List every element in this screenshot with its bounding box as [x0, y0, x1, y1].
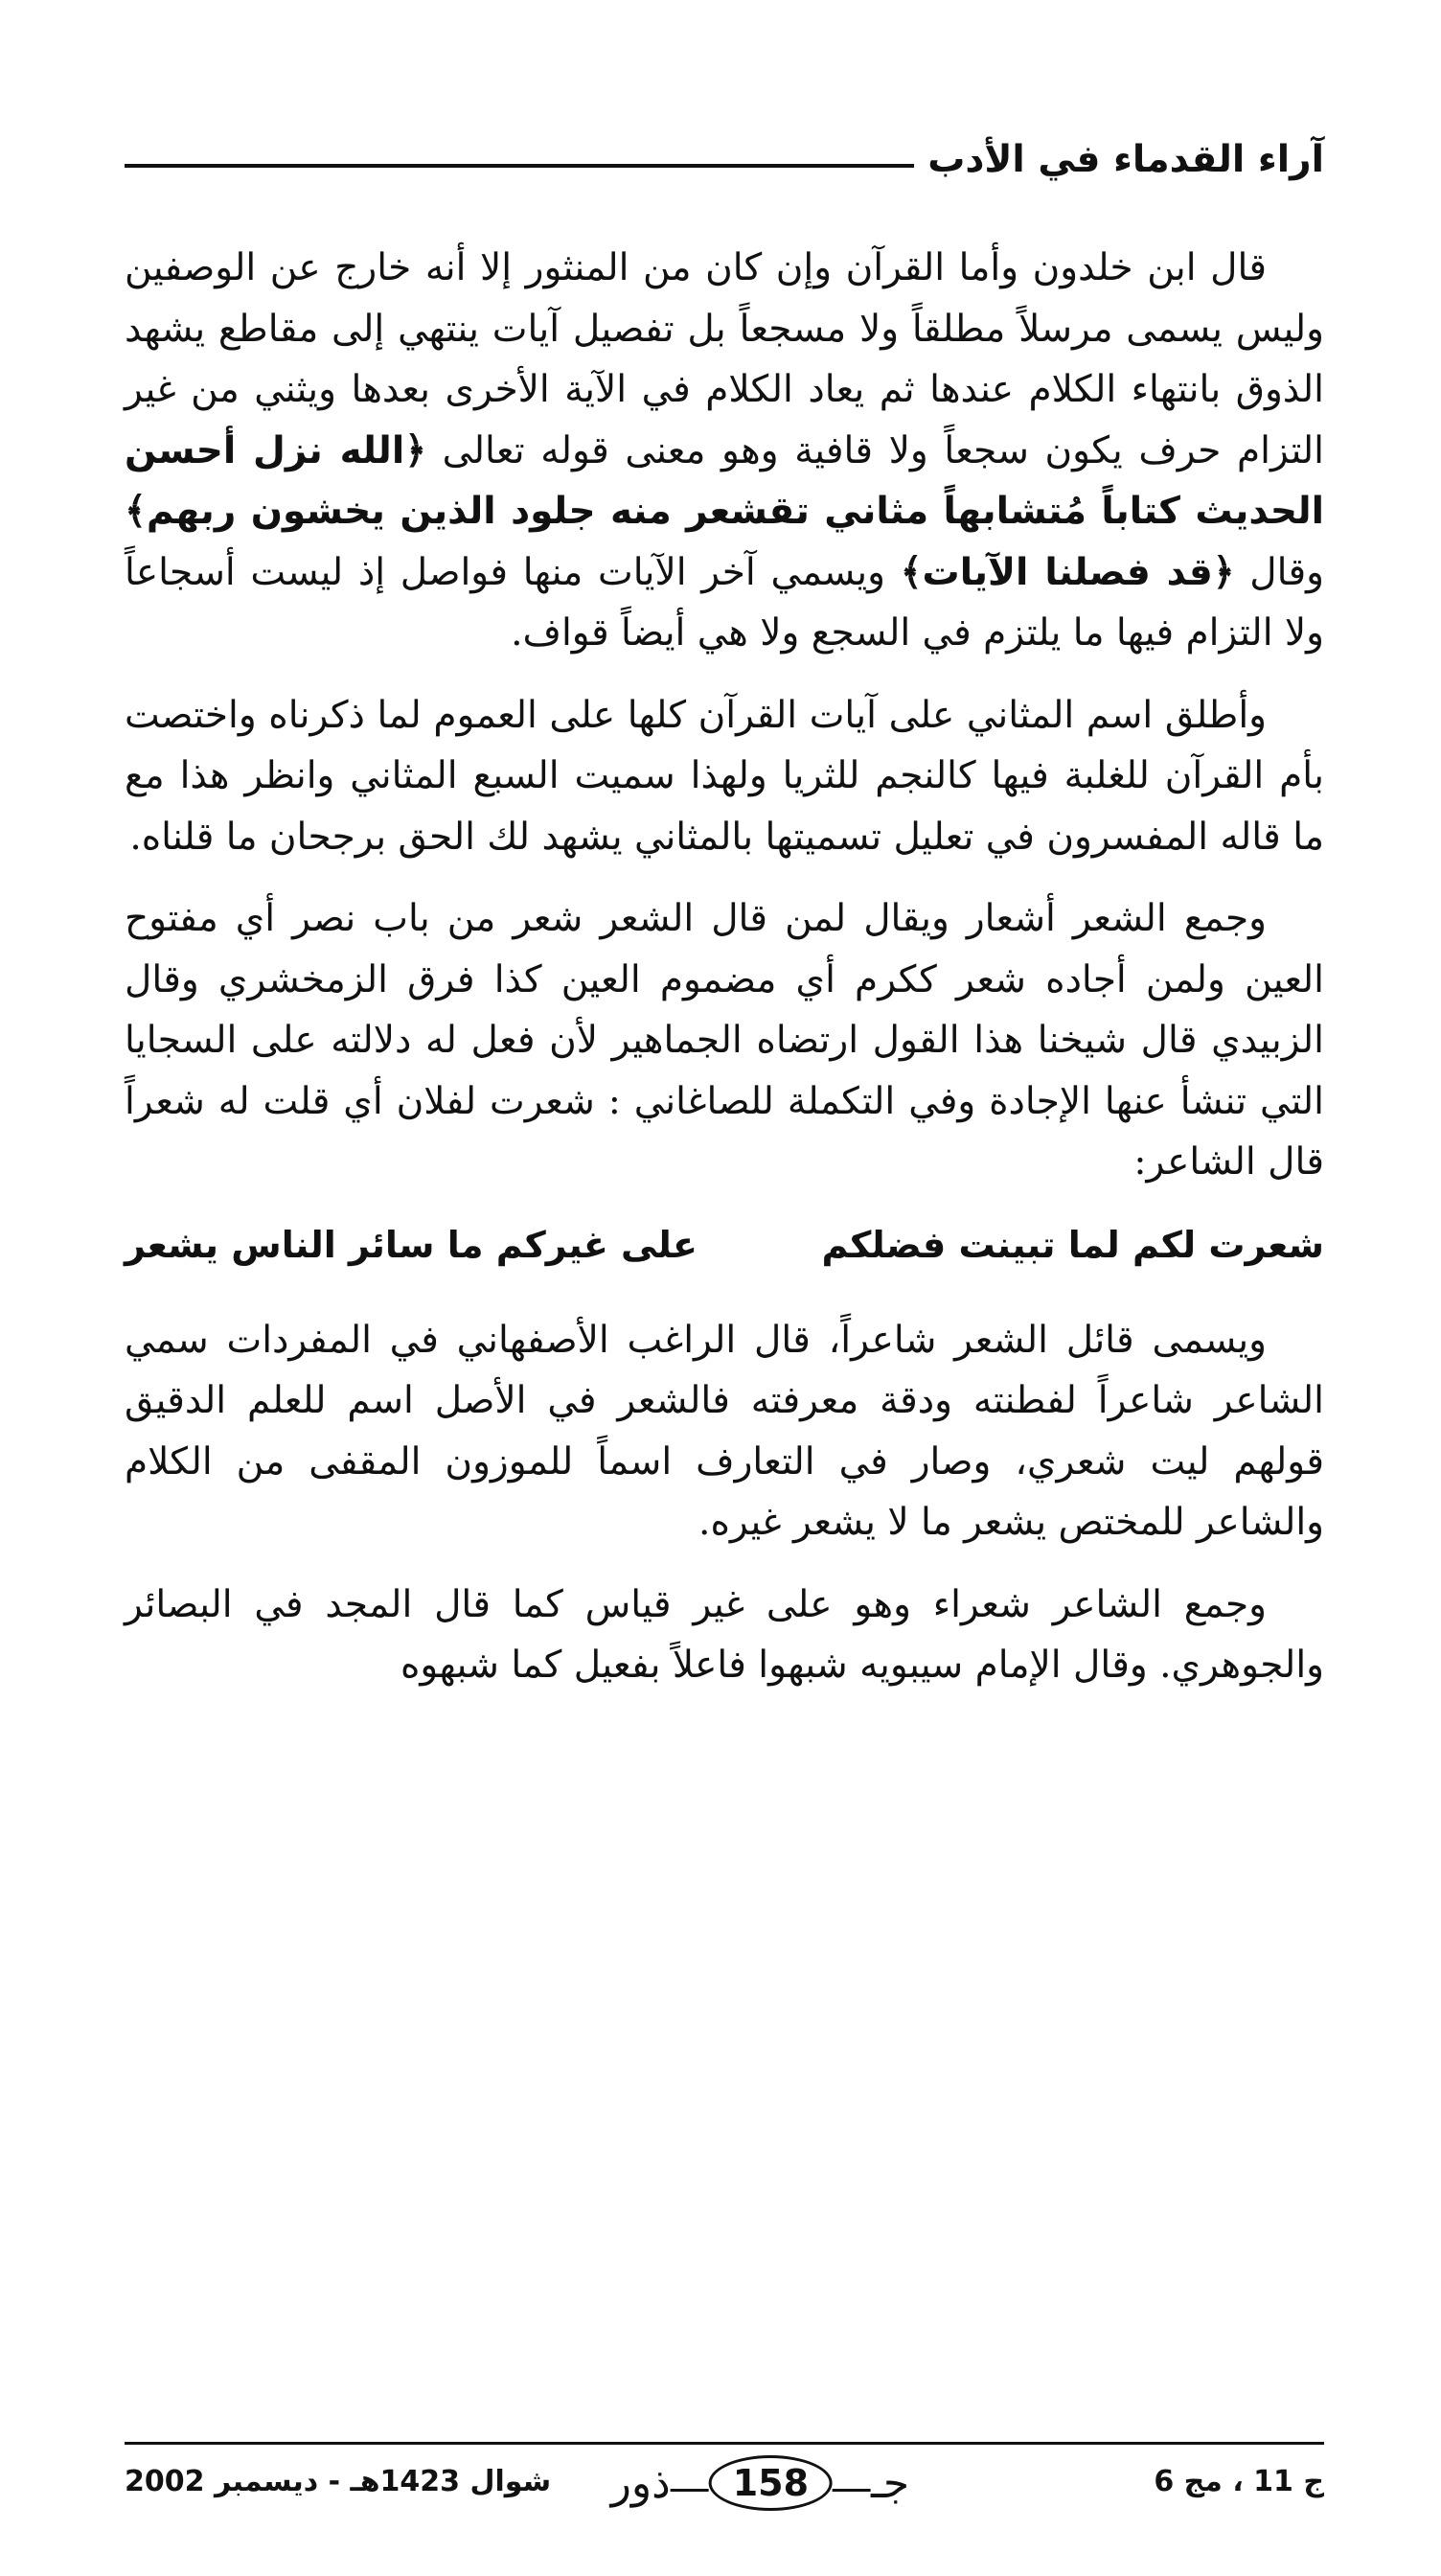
paragraph-1	[125, 238, 1324, 664]
journal-name-right: جـ	[871, 2458, 910, 2508]
journal-line-left	[671, 2489, 709, 2492]
paragraph-1-text-c: ويسمي آخر الآيات منها فواصل إذ ليست أسجاعاً ولا التزام فيها ما يلتزم في السجع ولا هي أيضاً قواف.	[125, 550, 1324, 655]
page-number: 158	[709, 2455, 833, 2511]
paragraph-5: وجمع الشاعر شعراء وهو على غير قياس كما قال المجد في البصائر والجوهري. وقال الإمام سيبويه شبهوا فاعلاً بفعيل كما شبهوه	[125, 1582, 1324, 1687]
journal-name-left: ذور	[610, 2458, 671, 2508]
paragraph-3: وجمع الشعر أشعار ويقال لمن قال الشعر شعر من باب نصر أي مفتوح العين ولمن أجاده شعر ككرم أي مضموم العين كذا فرق الزمخشري وقال الزبيدي قال شيخنا هذا القول ارتضاه الجماهير لأن فعل له دلالته على السجايا التي تنشأ عنها الإجادة وفي التكملة للصاغاني : شعرت لفلان أي قلت له شعراً قال الشاعر:	[125, 897, 1324, 1184]
running-header-title: آراء القدماء في الأدب	[927, 137, 1324, 181]
paragraph-2: وأطلق اسم المثاني على آيات القرآن كلها على العموم لما ذكرناه واختصت بأم القرآن للغلبة فيها كالنجم للثريا ولهذا سميت السبع المثاني وانظر هذا مع ما قاله المفسرون في تعليل تسميتها بالمثاني يشهد لك الحق برجحان ما قلناه.	[125, 693, 1324, 859]
footer-volume: ج 11 ، مج 6	[1154, 2465, 1324, 2498]
page-footer	[125, 2455, 1324, 2522]
verse-first-hemistich: شعرت لكم لما تبينت فضلكم	[821, 1223, 1324, 1266]
running-header	[125, 134, 1324, 184]
journal-line-right	[833, 2489, 871, 2492]
quran-quote-1: ﴿الله نزل أحسن الحديث كتاباً مُتشابهاً مثاني تقشعر منه جلود الذين يخشون ربهم﴾	[125, 428, 1324, 533]
body-text	[125, 238, 1324, 1717]
header-rule	[125, 164, 914, 168]
poetry-verse	[125, 1214, 1324, 1276]
paragraph-4: ويسمى قائل الشعر شاعراً، قال الراغب الأصفهاني في المفردات سمي الشاعر شاعراً لفطنته ودقة معرفته فالشعر في الأصل اسم للعلم الدقيق قولهم ليت شعري، وصار في التعارف اسماً للموزون المقفى من الكلام والشاعر للمختص يشعر ما لا يشعر غيره.	[125, 1318, 1325, 1544]
quran-quote-2: ﴿قد فصلنا الآيات﴾	[900, 550, 1235, 594]
paragraph-1-text-a: قال ابن خلدون وأما القرآن وإن كان من المنثور إلا أنه خارج عن الوصفين وليس يسمى مرسلاً مطلقاً ولا مسجعاً بل تفصيل آيات ينتهي إلى مقاطع يشهد الذوق بانتهاء الكلام عندها ثم يعاد الكلام في الآية الأخرى بعدها ويثني من غير التزام حرف يكون سجعاً ولا قافية وهو معنى قوله تعالى	[125, 246, 1325, 472]
journal-logo	[611, 2455, 910, 2511]
footer-date: شوال 1423هـ - ديسمبر 2002	[125, 2465, 552, 2498]
footer-rule	[125, 2442, 1324, 2445]
paragraph-1-text-b: وقال	[1234, 550, 1324, 594]
verse-second-hemistich: على غيركم ما سائر الناس يشعر	[125, 1223, 698, 1266]
